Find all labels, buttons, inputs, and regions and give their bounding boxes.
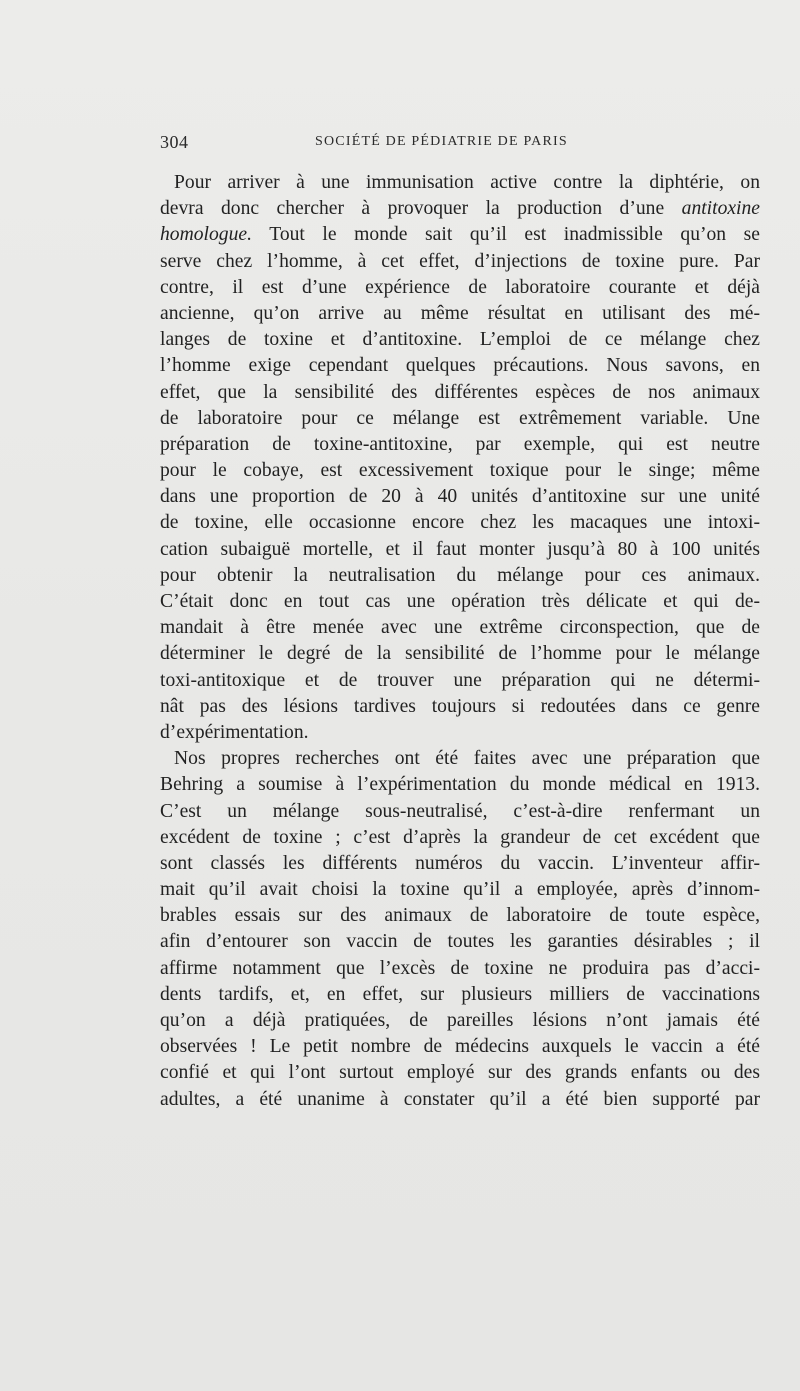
text-line: dents tardifs, et, en effet, sur plusieurs milliers de vaccinations [160,983,760,1005]
text-line: mait qu’il avait choisi la toxine qu’il a employée, après d’innom- [160,879,760,901]
running-header [160,132,760,156]
text-segment: devra donc chercher à provoquer la production d’une [160,198,665,220]
text-line: ancienne, qu’on arrive au même résultat en utilisant des mé- [160,302,760,324]
text-line: affirme notamment que l’excès de toxine ne produira pas d’acci- [160,957,760,979]
text-line: toxi-antitoxique et de trouver une préparation qui ne détermi- [160,669,760,691]
text-line: pour le cobaye, est excessivement toxique pour le singe; même [160,460,760,482]
text-line: Pour arriver à une immunisation active contre la diphtérie, on [174,172,760,193]
text-line: effet, que la sensibilité des différentes espèces de nos animaux [160,381,760,403]
text-line: serve chez l’homme, à cet effet, d’injections de toxine pure. Par [160,250,760,272]
text-line: qu’on a déjà pratiquées, de pareilles lésions n’ont jamais été [160,1010,760,1031]
text-line: observées ! Le petit nombre de médecins auxquels le vaccin a été [160,1036,760,1058]
text-line: sont classés les différents numéros du vaccin. L’inventeur affir- [160,852,760,874]
text-line: dans une proportion de 20 à 40 unités d’antitoxine sur une unité [160,486,760,508]
text-line: excédent de toxine ; c’est d’après la grandeur de cet excédent que [160,826,760,848]
text-line: d’expérimentation. [160,721,309,743]
text-line: préparation de toxine-antitoxine, par exemple, qui est neutre [160,433,760,455]
text-line: C’était donc en tout cas une opération très délicate et qui de- [160,591,760,612]
text-line: C’est un mélange sous-neutralisé, c’est-à-dire renfermant un [160,800,760,822]
text-line: afin d’entourer son vaccin de toutes les garanties désirables ; il [160,931,760,953]
page-number: 304 [160,132,189,152]
text-segment: Tout le monde sait qu’il est inadmissible qu’on se [269,224,761,246]
text-line: pour obtenir la neutralisation du mélange pour ces animaux. [160,564,760,586]
text-line: langes de toxine et d’antitoxine. L’emploi de ce mélange chez [160,329,760,351]
text-line: de toxine, elle occasionne encore chez les macaques une intoxi- [160,512,760,534]
text-line: brables essais sur des animaux de laboratoire de toute espèce, [160,905,760,927]
paragraph-2 [160,746,760,1113]
text-line [160,196,760,222]
body-text [160,170,760,1113]
paragraph-1 [160,170,760,746]
text-line: nât pas des lésions tardives toujours si redoutées dans ce genre [160,695,760,717]
text-line: mandait à être menée avec une extrême circonspection, que de [160,617,760,639]
text-line [160,222,760,248]
italic-term: homologue. [160,224,252,246]
text-line: Behring a soumise à l’expérimentation du monde médical en 1913. [160,774,760,796]
text-line: contre, il est d’une expérience de laboratoire courante et déjà [160,276,760,298]
text-line: déterminer le degré de la sensibilité de l’homme pour le mélange [160,643,760,665]
text-line: adultes, a été unanime à constater qu’il a été bien supporté par [160,1088,760,1110]
text-line: cation subaiguë mortelle, et il faut monter jusqu’à 80 à 100 unités [160,538,760,560]
text-line: Nos propres recherches ont été faites avec une préparation que [174,748,760,770]
text-line: confié et qui l’ont surtout employé sur des grands enfants ou des [160,1062,760,1084]
italic-term: antitoxine [681,198,760,220]
text-line: l’homme exige cependant quelques précautions. Nous savons, en [160,355,760,377]
text-line: de laboratoire pour ce mélange est extrêmement variable. Une [160,407,760,429]
journal-title: SOCIÉTÉ DE PÉDIATRIE DE PARIS [315,134,568,149]
